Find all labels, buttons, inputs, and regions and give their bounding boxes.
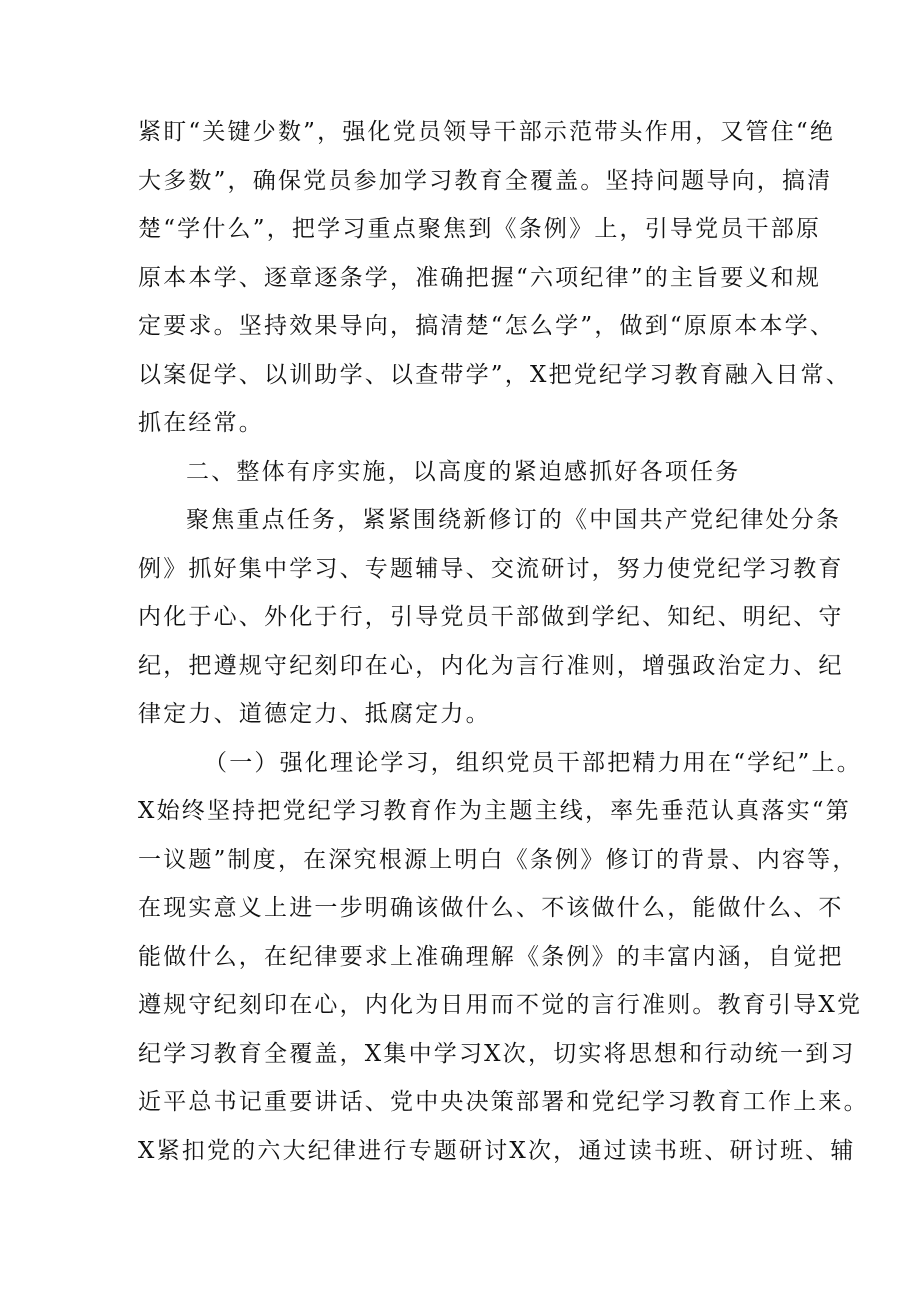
body-line: 近平总书记重要讲话、党中央决策部署和党纪学习教育工作上来。 bbox=[138, 1089, 869, 1115]
body-line: 内化于心、外化于行，引导党员干部做到学纪、知纪、明纪、守 bbox=[138, 604, 844, 630]
body-line: 在现实意义上进一步明确该做什么、不该做什么，能做什么、不 bbox=[138, 895, 844, 921]
body-line: 楚“学什么”，把学习重点聚焦到《条例》上，引导党员干部原 bbox=[138, 216, 822, 242]
body-line: 紧盯“关键少数”，强化党员领导干部示范带头作用，又管住“绝 bbox=[138, 119, 836, 145]
body-line: X始终坚持把党纪学习教育作为主题主线，率先垂范认真落实“第 bbox=[138, 798, 851, 824]
body-line: 定要求。坚持效果导向，搞清楚“怎么学”，做到“原原本本学、 bbox=[138, 313, 836, 339]
body-line: 一议题”制度，在深究根源上明白《条例》修订的背景、内容等， bbox=[138, 846, 858, 873]
body-line: 律定力、道德定力、抵腐定力。 bbox=[138, 701, 491, 727]
body-line: 大多数”，确保党员参加学习教育全覆盖。坚持问题导向，搞清 bbox=[138, 167, 833, 194]
body-line: X紧扣党的六大纪律进行专题研讨X次，通过读书班、研讨班、辅 bbox=[138, 1137, 856, 1164]
body-line: 以案促学、以训助学、以查带学”，X把党纪学习教育融入日常、 bbox=[138, 361, 851, 388]
section-heading: 二、整体有序实施，以高度的紧迫感抓好各项任务 bbox=[186, 458, 741, 485]
body-line: 纪，把遵规守纪刻印在心，内化为言行准则，增强政治定力、纪 bbox=[138, 652, 844, 679]
body-line: 抓在经常。 bbox=[138, 410, 264, 436]
body-line: 例》抓好集中学习、专题辅导、交流研讨，努力使党纪学习教育 bbox=[138, 555, 844, 582]
body-line: 聚焦重点任务，紧紧围绕新修订的《中国共产党纪律处分条 bbox=[186, 507, 842, 533]
document-body bbox=[138, 108, 869, 1175]
body-line: 遵规守纪刻印在心，内化为日用而不觉的言行准则。教育引导X党 bbox=[138, 992, 863, 1018]
body-line: 纪学习教育全覆盖，X集中学习X次，切实将思想和行动统一到习 bbox=[138, 1040, 856, 1067]
body-line: 原本本学、逐章逐条学，准确把握“六项纪律”的主旨要义和规 bbox=[138, 264, 822, 291]
body-line: 能做什么，在纪律要求上准确理解《条例》的丰富内涵，自觉把 bbox=[138, 943, 844, 970]
subsection-heading: （一）强化理论学习，组织党员干部把精力用在“学纪”上。 bbox=[204, 749, 862, 776]
